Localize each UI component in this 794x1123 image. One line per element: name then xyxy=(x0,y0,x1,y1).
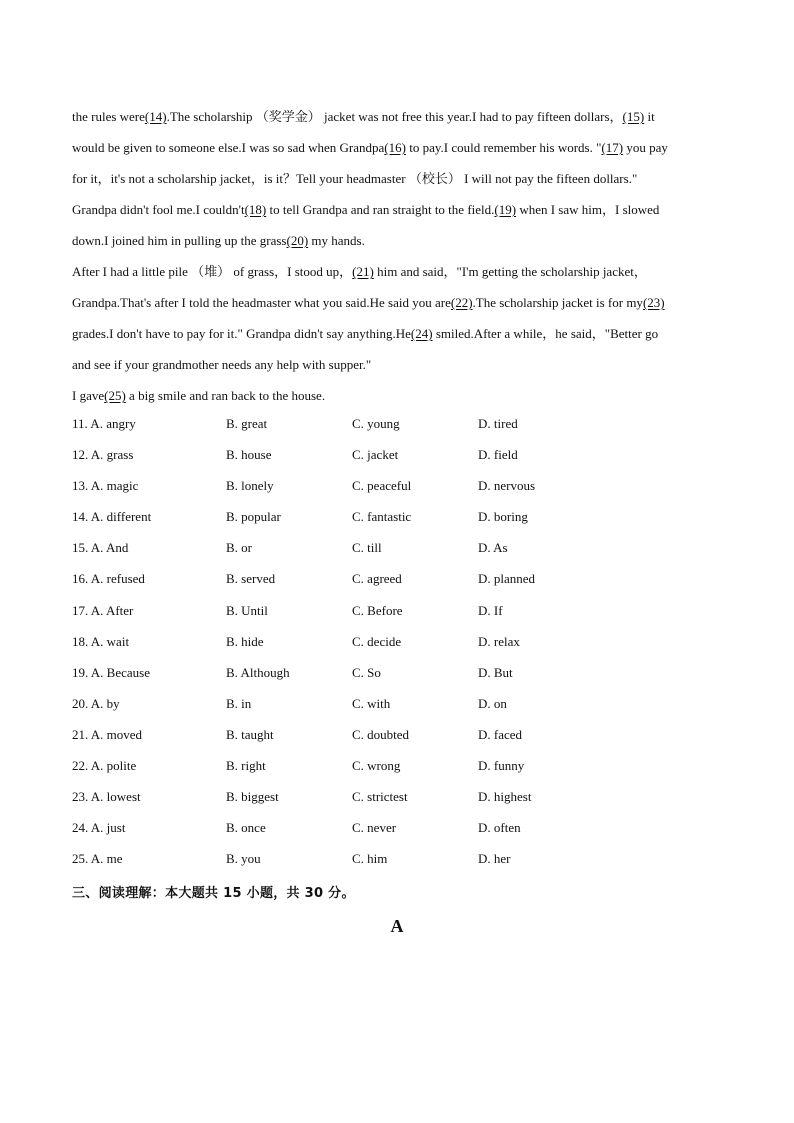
option-a: 13. A. magic xyxy=(72,478,139,494)
option-d: D. planned xyxy=(478,571,536,587)
option-a: 20. A. by xyxy=(72,695,120,711)
passage-text: the rules were xyxy=(72,109,145,124)
option-c: C. him xyxy=(352,851,388,867)
option-b: B. great xyxy=(226,416,268,431)
option-a: 22. A. polite xyxy=(72,758,137,774)
option-d: D. relax xyxy=(478,633,520,649)
option-b: B. taught xyxy=(226,726,274,742)
option-d: D. often xyxy=(478,820,521,836)
option-b: B. in xyxy=(226,695,252,711)
option-c: C. peaceful xyxy=(352,478,412,494)
option-a: 19. A. Because xyxy=(72,664,150,680)
blank-number: (14) xyxy=(144,109,167,124)
passage-line xyxy=(72,380,722,411)
option-a: 23. A. lowest xyxy=(72,789,141,805)
passage-text: to tell Grandpa and ran straight to the field. xyxy=(266,202,495,217)
passage-text: and see if your grandmother needs any help with supper." xyxy=(72,357,372,372)
passage-line xyxy=(72,132,722,163)
passage-text: down.I joined him in pulling up the grass xyxy=(72,233,287,248)
option-c: C. jacket xyxy=(352,447,399,463)
passage-line xyxy=(72,349,722,380)
passage-line xyxy=(72,256,722,287)
option-d: D. field xyxy=(478,447,518,463)
passage-line xyxy=(72,194,722,225)
blank-number: (21) xyxy=(352,264,374,279)
option-c: C. till xyxy=(352,540,382,556)
option-b: B. served xyxy=(226,571,276,587)
option-d: D. on xyxy=(478,695,507,711)
option-d: D. But xyxy=(478,664,513,680)
blank-number: (24) xyxy=(410,326,433,341)
option-a: 11. A. angry xyxy=(72,416,136,431)
option-a: 12. A. grass xyxy=(72,447,134,463)
passage-line xyxy=(72,287,722,318)
option-c: C. agreed xyxy=(352,571,402,587)
passage-text: him and said，"I'm getting the scholarship jacket， xyxy=(373,264,647,279)
option-d: D. If xyxy=(478,602,503,618)
option-c: C. never xyxy=(352,820,397,836)
passage-text: when I saw him，I slowed xyxy=(516,202,660,217)
passage-line xyxy=(72,163,722,194)
passage-text: .The scholarship （奖学金） jacket was not free this year.I had to pay fifteen dollars， xyxy=(166,109,623,124)
option-d: D. As xyxy=(478,540,508,556)
passage-text: would be given to someone else.I was so sad when Grandpa xyxy=(72,140,385,155)
passage-line xyxy=(72,225,722,256)
option-d: D. nervous xyxy=(478,478,536,494)
passage-text: it xyxy=(644,109,655,124)
section-heading: 三、阅读理解：本大题共 15 小题，共 30 分。 xyxy=(72,886,355,901)
cloze-passage xyxy=(72,101,722,411)
option-c: C. So xyxy=(352,664,381,680)
option-a: 25. A. me xyxy=(72,851,123,867)
blank-number: (15) xyxy=(622,109,645,124)
option-d: D. faced xyxy=(478,726,523,742)
option-d: D. tired xyxy=(478,416,518,431)
option-b: B. or xyxy=(226,540,252,556)
option-b: B. popular xyxy=(226,509,281,525)
passage-text: Grandpa.That's after I told the headmaster what you said.He said you are xyxy=(72,295,451,310)
option-d: D. highest xyxy=(478,789,532,805)
passage-text: my hands. xyxy=(308,233,365,248)
option-c: C. strictest xyxy=(352,789,408,805)
option-b: B. right xyxy=(226,758,266,774)
passage-text: for it，it's not a scholarship jacket，is it？Tell your headmaster （校长） I will not pay the fifteen dollars." xyxy=(72,171,638,186)
passage-text: to pay.I could remember his words. " xyxy=(405,140,602,155)
passage-text: After I had a little pile （堆） of grass，I stood up， xyxy=(72,264,353,279)
option-a: 21. A. moved xyxy=(72,726,143,742)
option-a: 16. A. refused xyxy=(72,571,145,587)
option-c: C. fantastic xyxy=(352,509,412,525)
blank-number: (20) xyxy=(286,233,309,248)
option-c: C. decide xyxy=(352,633,402,649)
section-letter: A xyxy=(390,916,404,936)
option-b: B. lonely xyxy=(226,478,274,494)
passage-line xyxy=(72,318,722,349)
option-d: D. funny xyxy=(478,758,525,774)
option-a: 14. A. different xyxy=(72,509,152,525)
option-c: C. Before xyxy=(352,602,403,618)
passage-line xyxy=(72,101,722,132)
passage-text: grades.I don't have to pay for it." Grandpa didn't say anything.He xyxy=(72,326,411,341)
passage-text: smiled.After a while，he said，"Better go xyxy=(432,326,659,341)
passage-text: I gave xyxy=(72,388,105,403)
option-b: B. house xyxy=(226,447,272,463)
option-b: B. Until xyxy=(226,602,268,618)
option-d: D. her xyxy=(478,851,511,867)
blank-number: (16) xyxy=(384,140,406,155)
option-a: 18. A. wait xyxy=(72,633,130,649)
blank-number: (23) xyxy=(642,295,665,310)
passage-text: Grandpa didn't fool me.I couldn't xyxy=(72,202,245,217)
option-b: B. hide xyxy=(226,633,264,649)
option-b: B. you xyxy=(226,851,261,867)
blank-number: (22) xyxy=(450,295,473,310)
passage-text: a big smile and ran back to the house. xyxy=(125,388,326,403)
blank-number: (19) xyxy=(494,202,517,217)
blank-number: (25) xyxy=(104,388,126,403)
passage-text: .The scholarship jacket is for my xyxy=(472,295,643,310)
option-a: 15. A. And xyxy=(72,540,129,556)
option-a: 17. A. After xyxy=(72,602,134,618)
passage-text: you pay xyxy=(623,140,668,155)
option-a: 24. A. just xyxy=(72,820,126,836)
option-b: B. biggest xyxy=(226,789,279,805)
option-c: C. wrong xyxy=(352,758,401,774)
blank-number: (17) xyxy=(601,140,624,155)
option-c: C. young xyxy=(352,416,400,431)
option-b: B. Although xyxy=(226,664,290,680)
option-d: D. boring xyxy=(478,509,528,525)
option-c: C. doubted xyxy=(352,726,410,742)
option-c: C. with xyxy=(352,695,391,711)
blank-number: (18) xyxy=(244,202,267,217)
option-b: B. once xyxy=(226,820,266,836)
